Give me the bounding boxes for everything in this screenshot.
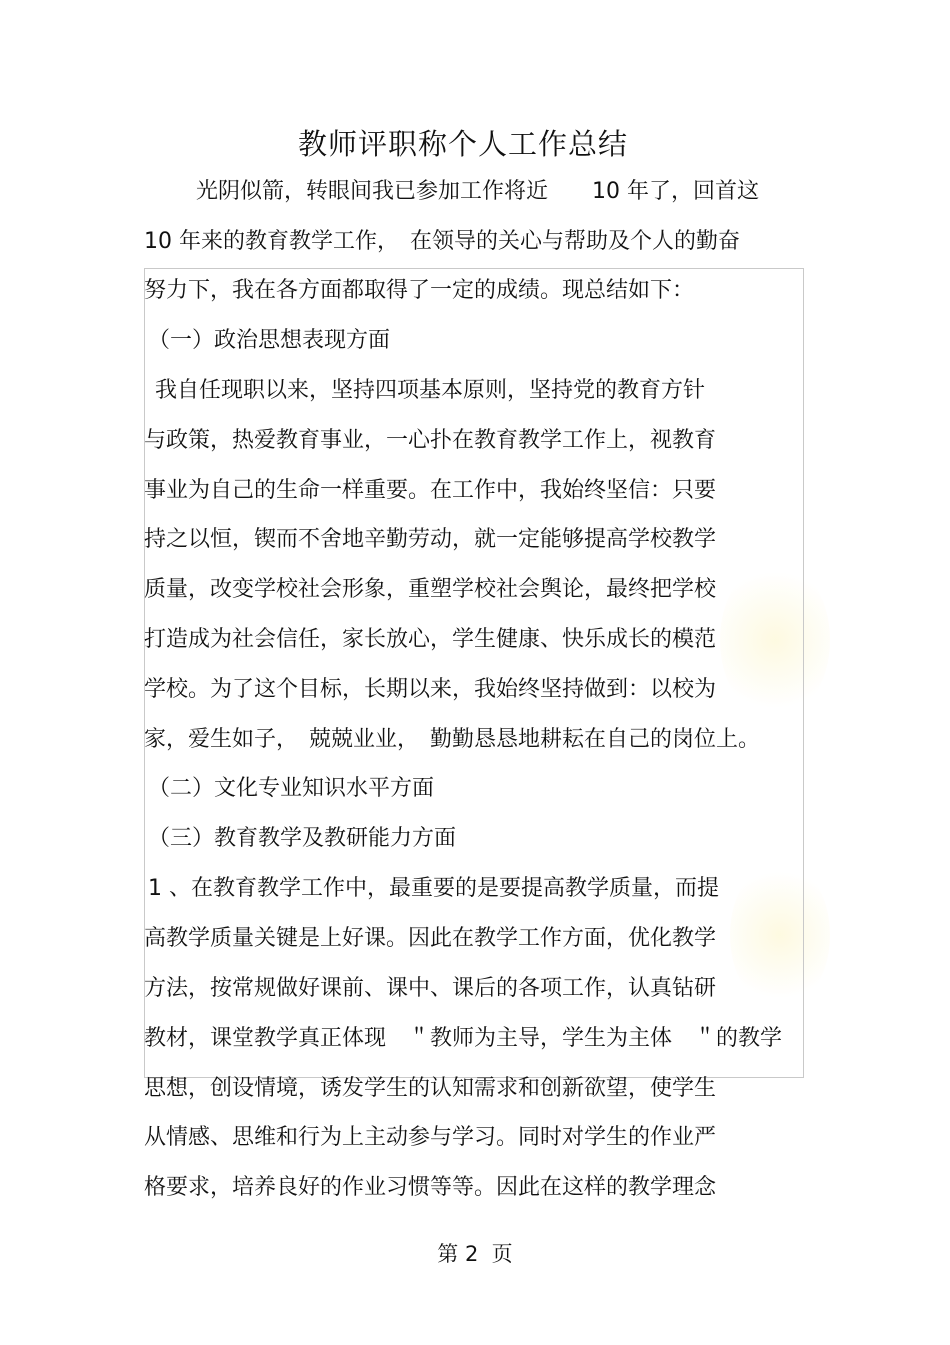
text-line: 持之以恒，锲而不舍地辛勤劳动，就一定能够提高学校教学 (144, 527, 717, 552)
text-line: 家，爱生如子， 兢兢业业， 勤勤恳恳地耕耘在自己的岗位上。 (144, 727, 761, 752)
text-line: 光阴似箭，转眼间我已参加工作将近 10 年了，回首这 (196, 179, 759, 204)
text-line: 从情感、思维和行为上主动参与学习。同时对学生的作业严 (144, 1125, 717, 1150)
text-line: 格要求，培养良好的作业习惯等等。因此在这样的教学理念 (144, 1175, 717, 1200)
text-line: 1 、在教育教学工作中，最重要的是要提高教学质量，而提 (148, 876, 719, 901)
text-line: 事业为自己的生命一样重要。在工作中，我始终坚信：只要 (144, 478, 717, 503)
page-number: 第 2 页 (437, 1242, 513, 1266)
text-line: 打造成为社会信任，家长放心，学生健康、快乐成长的模范 (144, 627, 717, 652)
section-heading: （三）教育教学及教研能力方面 (148, 826, 457, 851)
text-line: 学校。为了这个目标，长期以来，我始终坚持做到：以校为 (144, 677, 717, 702)
section-heading: （二）文化专业知识水平方面 (148, 776, 435, 801)
text-line: 教材，课堂教学真正体现 ＂教师为主导，学生为主体 ＂的教学 (144, 1026, 783, 1051)
text-line: 我自任现职以来，坚持四项基本原则，坚持党的教育方针 (155, 378, 706, 403)
text-line: 高教学质量关键是上好课。因此在教学工作方面，优化教学 (144, 926, 717, 951)
text-line: 10 年来的教育教学工作， 在领导的关心与帮助及个人的勤奋 (144, 229, 740, 254)
text-line: 质量，改变学校社会形象，重塑学校社会舆论，最终把学校 (144, 577, 717, 602)
section-heading: （一）政治思想表现方面 (148, 328, 391, 353)
text-line: 与政策，热爱教育事业，一心扑在教育教学工作上，视教育 (144, 428, 717, 453)
document-title: 教师评职称个人工作总结 (297, 127, 628, 161)
text-line: 努力下，我在各方面都取得了一定的成绩。现总结如下： (144, 278, 695, 303)
text-line: 方法，按常规做好课前、课中、课后的各项工作，认真钻研 (144, 976, 717, 1001)
text-line: 思想，创设情境，诱发学生的认知需求和创新欲望，使学生 (144, 1076, 717, 1101)
